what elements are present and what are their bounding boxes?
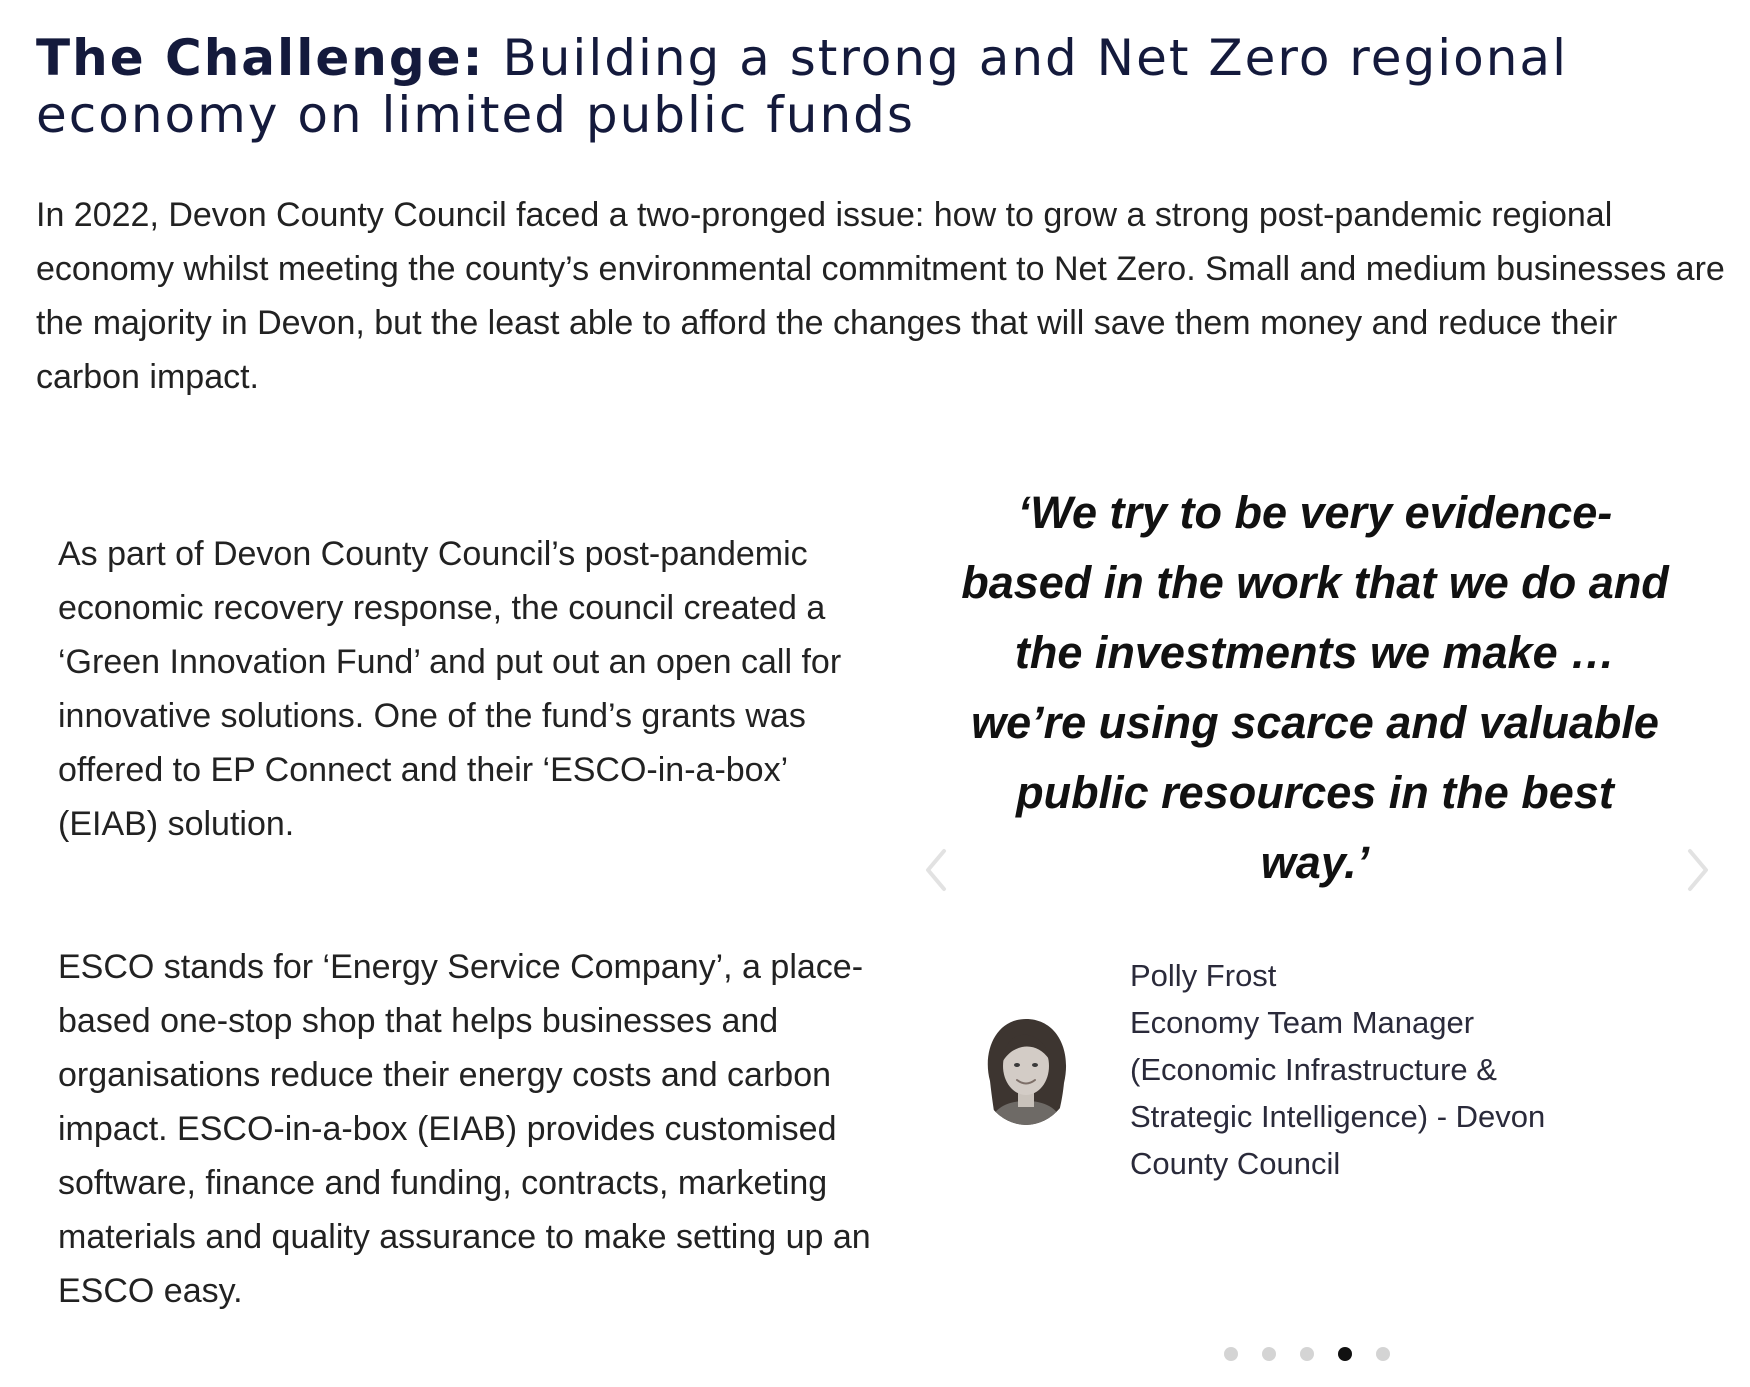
- carousel-next-button[interactable]: [1680, 845, 1716, 895]
- chevron-left-icon: [918, 845, 954, 895]
- carousel-dot[interactable]: [1300, 1347, 1314, 1361]
- carousel-prev-button[interactable]: [918, 845, 954, 895]
- carousel-dot-active[interactable]: [1338, 1347, 1352, 1361]
- author-role: Economy Team Manager: [1130, 1005, 1475, 1040]
- testimonial-attribution: [1130, 952, 1610, 1187]
- person-portrait: [978, 1011, 1074, 1125]
- author-role: (Economic Infrastructure &: [1130, 1052, 1497, 1087]
- page-title: [36, 30, 1716, 144]
- author-role: Strategic Intelligence) - Devon: [1130, 1099, 1546, 1134]
- title-text: Building a strong and Net Zero regional economy on limited public funds: [36, 29, 1568, 144]
- carousel-pagination: [1224, 1346, 1390, 1362]
- body-paragraph-esco: ESCO stands for ‘Energy Service Company’, a place-based one-stop shop that helps businesses and organisations reduce their energy costs and carbon impact. ESCO-in-a-box (EIAB) provides customised software, finance and funding, contracts, marketing materials and quality assurance to make setting up an ESCO easy.: [58, 948, 871, 1310]
- chevron-right-icon: [1680, 845, 1716, 895]
- carousel-dot[interactable]: [1224, 1347, 1238, 1361]
- intro-paragraph: In 2022, Devon County Council faced a two-pronged issue: how to grow a strong post-pandemic regional economy whilst meeting the county’s environmental commitment to Net Zero. Small and medium businesses are the majority in Devon, but the least able to afford the changes that will save them money and reduce their carbon impact.: [36, 196, 1725, 396]
- body-paragraph-fund: As part of Devon County Council’s post-pandemic economic recovery response, the council created a ‘Green Innovation Fund’ and put out an open call for innovative solutions. One of the fund’s grants was offered to EP Connect and their ‘ESCO-in-a-box’ (EIAB) solution.: [58, 535, 842, 843]
- carousel-dot[interactable]: [1262, 1347, 1276, 1361]
- testimonial-quote: ‘We try to be very evidence-based in the work that we do and the investments we make … we’re using scarce and valuable public resources in the best way.’: [961, 487, 1669, 888]
- author-role: County Council: [1130, 1146, 1341, 1181]
- title-label: The Challenge:: [36, 29, 485, 87]
- carousel-dot[interactable]: [1376, 1347, 1390, 1361]
- author-name: Polly Frost: [1130, 958, 1277, 993]
- avatar: [978, 1011, 1074, 1125]
